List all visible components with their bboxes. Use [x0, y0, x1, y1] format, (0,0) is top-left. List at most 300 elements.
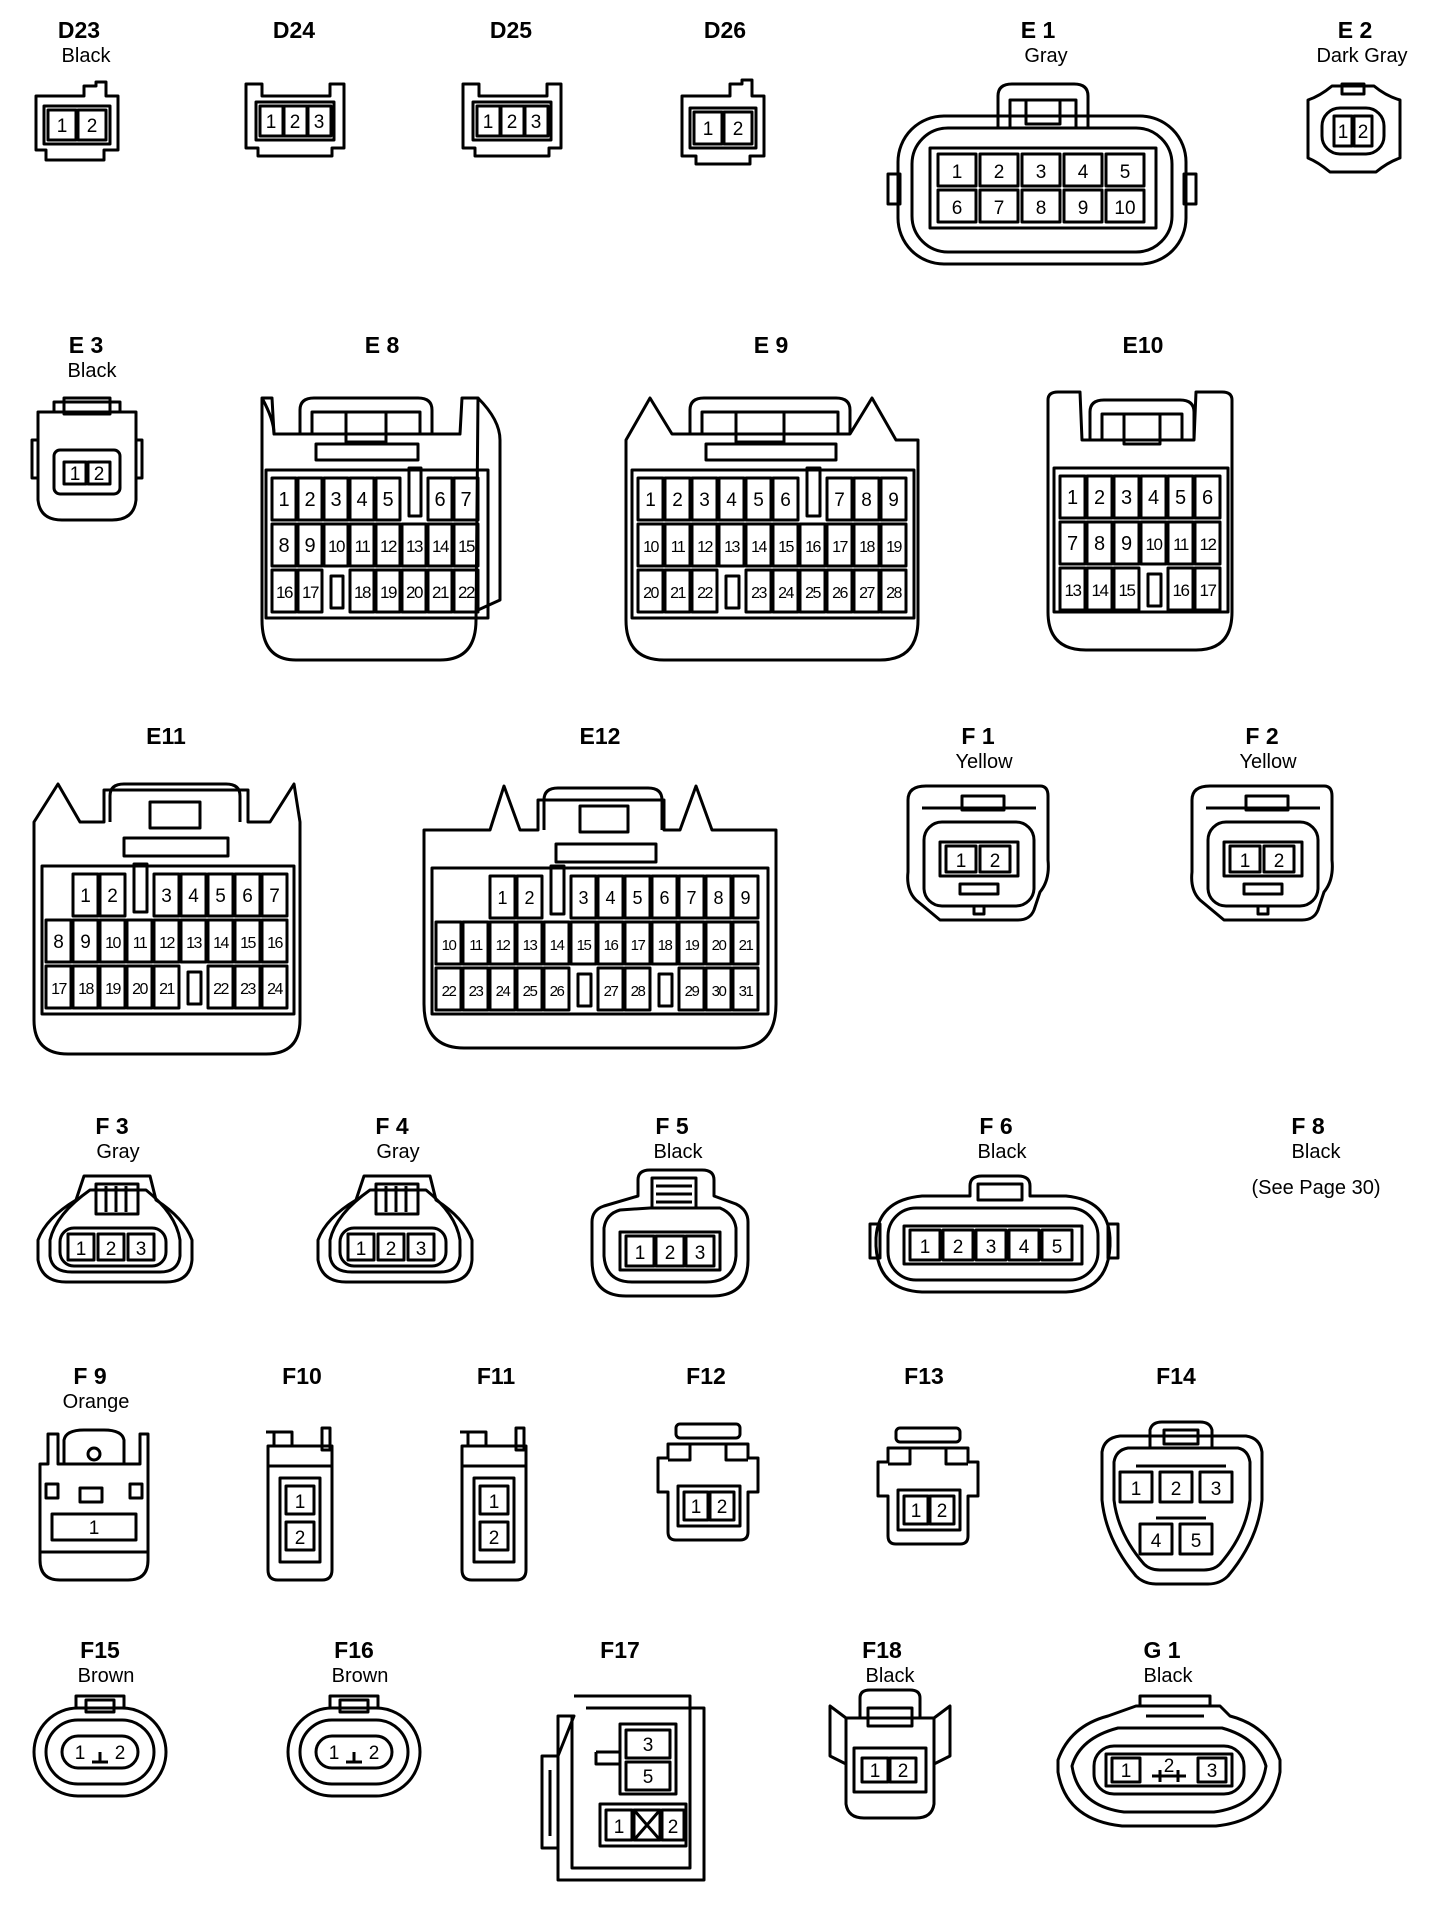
pin-number: 1 — [1120, 1761, 1132, 1782]
pin-number: 12 — [697, 539, 712, 556]
connector-key — [1244, 884, 1282, 894]
connector-e11 — [34, 723, 300, 1054]
pin-number: 16 — [603, 937, 618, 954]
pin-number: 6 — [659, 888, 670, 908]
pin-number: 2 — [1357, 122, 1369, 143]
connector-f11 — [460, 1363, 526, 1580]
pin-number: 11 — [354, 537, 370, 556]
pin-number: 8 — [1035, 198, 1047, 219]
pin-gap — [409, 468, 421, 516]
pin-number: 1 — [910, 1501, 922, 1522]
pin-number: 2 — [1093, 487, 1106, 509]
pin-number: 2 — [368, 1743, 380, 1764]
pin-number: 10 — [105, 935, 120, 952]
connector-f5 — [592, 1113, 748, 1296]
pin-number: 1 — [88, 1518, 100, 1539]
pin-number: 1 — [497, 888, 508, 908]
connector-f12 — [658, 1363, 758, 1540]
connector-e3 — [32, 332, 142, 520]
pin-number: 6 — [434, 489, 446, 511]
connector-latch-tab — [1342, 84, 1364, 94]
connector-d24 — [246, 17, 344, 156]
connector-id: D26 — [703, 17, 747, 43]
pin-number: 18 — [78, 981, 93, 998]
connector-f17 — [542, 1637, 704, 1880]
pin-number: 19 — [380, 583, 396, 602]
connector-f18 — [830, 1637, 950, 1818]
pin-number: 2 — [952, 1237, 964, 1258]
pin-number: 20 — [711, 937, 726, 954]
pin-number: 5 — [1190, 1531, 1202, 1552]
pin-number: 2 — [105, 1239, 117, 1260]
pin-number: 16 — [1172, 581, 1189, 600]
pin-blocked-cross — [634, 1810, 660, 1840]
pin-number: 3 — [313, 112, 325, 133]
connector-inner-shell — [572, 1708, 690, 1868]
pin-number: 16 — [267, 935, 282, 952]
connector-f14 — [1102, 1363, 1262, 1584]
pin-number: 3 — [699, 490, 710, 511]
pin-number: 3 — [415, 1239, 427, 1260]
pin-number: 4 — [726, 490, 737, 511]
pin-number: 23 — [751, 585, 766, 602]
pin-number: 8 — [278, 535, 290, 557]
connector-id: F 1 — [961, 723, 995, 749]
pin-number: 25 — [805, 585, 820, 602]
pin-number: 2 — [897, 1761, 909, 1782]
pin-number: 2 — [304, 489, 316, 511]
pin-number: 28 — [886, 585, 901, 602]
connector-id: D23 — [57, 17, 101, 43]
connector-latch-tab — [150, 802, 200, 828]
pin-number: 20 — [643, 585, 658, 602]
connector-id: F18 — [862, 1637, 902, 1663]
connector-body-line — [668, 1444, 748, 1460]
pin-number: 2 — [732, 119, 744, 140]
connector-f16 — [288, 1637, 420, 1796]
connector-id: F 9 — [73, 1363, 107, 1389]
pin-number: 12 — [380, 537, 396, 556]
connector-latch — [544, 788, 662, 830]
pin-number: 2 — [289, 112, 301, 133]
connector-f3 — [38, 1113, 192, 1282]
connector-latch-tab — [736, 412, 784, 442]
pin-number: 15 — [1118, 581, 1135, 600]
pin-number: 18 — [354, 583, 370, 602]
pin-divider — [346, 1752, 362, 1762]
pin-number: 2 — [989, 851, 1001, 872]
connector-color: Black — [1143, 1665, 1193, 1687]
connector-id: F 3 — [95, 1113, 129, 1139]
pin-number: 22 — [213, 981, 228, 998]
pin-number: 15 — [778, 539, 793, 556]
pin-number: 1 — [919, 1237, 931, 1258]
connector-latch — [76, 1696, 124, 1708]
pin-gap — [551, 866, 564, 914]
pin-number: 4 — [188, 886, 199, 907]
connector-id: E 3 — [68, 332, 104, 358]
connector-latch-tab — [978, 1184, 1022, 1200]
pin-number: 1 — [1130, 1479, 1142, 1500]
pin-number: 17 — [630, 937, 645, 954]
connector-key — [960, 884, 998, 894]
pin-number: 4 — [1018, 1237, 1030, 1258]
connector-housing — [262, 398, 478, 660]
pin-number: 1 — [278, 489, 290, 511]
pin-number: 8 — [53, 932, 64, 953]
pin-number: 3 — [530, 112, 542, 133]
pin-number: 1 — [75, 1239, 87, 1260]
pin-number: 13 — [406, 537, 422, 556]
connector-color: Orange — [62, 1391, 130, 1413]
pin-grid — [638, 468, 906, 612]
pin-number: 5 — [642, 1767, 654, 1788]
connector-f6 — [870, 1113, 1118, 1292]
pin-number: 3 — [135, 1239, 147, 1260]
pin-number: 9 — [80, 932, 91, 953]
connector-id: F 6 — [979, 1113, 1013, 1139]
connector-latch — [330, 1696, 378, 1708]
pin-number: 1 — [1337, 122, 1349, 143]
connector-side-clip — [1108, 1224, 1118, 1258]
connector-side-rail — [542, 1756, 550, 1848]
connector-latch-base — [706, 444, 836, 460]
connector-color: Black — [61, 45, 111, 67]
connector-latch — [1090, 400, 1194, 440]
connector-latch-tab — [676, 1424, 740, 1438]
connector-id: E10 — [1122, 332, 1164, 358]
pin-number: 8 — [713, 888, 724, 908]
pin-number: 6 — [1201, 487, 1214, 509]
pin-number: 6 — [242, 886, 253, 907]
connector-latch-inner — [1102, 414, 1182, 440]
connector-latch-base — [556, 844, 656, 862]
pin-number: 11 — [1173, 535, 1188, 554]
pin-number: 4 — [1150, 1531, 1162, 1552]
connector-color: Dark Gray — [1316, 45, 1408, 67]
pin-number: 1 — [869, 1761, 881, 1782]
pin-number: 13 — [186, 935, 201, 952]
pin-number: 1 — [355, 1239, 367, 1260]
pin-number: 1 — [56, 116, 68, 137]
pin-number: 21 — [159, 981, 174, 998]
connector-id: F17 — [600, 1637, 640, 1663]
pin-number: 24 — [267, 981, 282, 998]
connector-latch — [460, 1432, 486, 1446]
pin-gap — [1148, 574, 1161, 606]
connector-latch — [690, 398, 850, 434]
connector-e10 — [1048, 332, 1232, 650]
connector-id: G 1 — [1143, 1637, 1181, 1663]
pin-number: 7 — [1066, 533, 1079, 555]
connector-e2 — [1308, 17, 1408, 172]
connector-id: E11 — [146, 723, 186, 749]
pin-number: 10 — [328, 537, 344, 556]
pin-number: 1 — [690, 1497, 702, 1518]
pin-number: 14 — [549, 937, 564, 954]
pin-grid — [272, 468, 478, 612]
pin-number: 9 — [1077, 198, 1089, 219]
pin-number: 5 — [753, 490, 764, 511]
pin-number: 2 — [488, 1528, 500, 1549]
pin-number: 14 — [213, 935, 228, 952]
connector-body-line — [888, 1448, 968, 1464]
pin-number: 1 — [69, 464, 81, 485]
connector-id: D25 — [489, 17, 533, 43]
connector-side-tab — [130, 1484, 142, 1498]
pin-gap — [578, 974, 591, 1006]
connector-side-tab — [46, 1484, 58, 1498]
connector-side-clip — [934, 1706, 950, 1764]
connector-color: Black — [67, 360, 117, 382]
connector-side-clip — [830, 1706, 846, 1764]
pin-number: 7 — [834, 490, 845, 511]
connector-latch-inner — [312, 412, 420, 434]
connector-id: F12 — [686, 1363, 726, 1389]
see-page-note: (See Page 30) — [1251, 1177, 1381, 1199]
pin-number: 5 — [215, 886, 226, 907]
connector-f2 — [1192, 723, 1333, 920]
pin-number: 14 — [751, 539, 766, 556]
pin-number: 2 — [672, 490, 683, 511]
connector-color: Gray — [1024, 45, 1068, 67]
pin-grid — [1060, 476, 1220, 610]
connector-id: F15 — [80, 1637, 120, 1663]
pin-number: 1 — [328, 1743, 340, 1764]
connector-id: E 9 — [753, 332, 789, 358]
pin-number: 9 — [304, 535, 316, 557]
pin-number: 17 — [832, 539, 847, 556]
connector-latch-hole — [88, 1448, 100, 1460]
pin-number: 15 — [458, 537, 474, 556]
pin-number: 2 — [294, 1528, 306, 1549]
connector-id: E 2 — [1337, 17, 1373, 43]
pin-number: 27 — [859, 585, 874, 602]
connector-color: Black — [1291, 1141, 1341, 1163]
pin-gap — [134, 864, 147, 912]
pin-number: 9 — [740, 888, 751, 908]
pin-number: 8 — [861, 490, 872, 511]
pin-number: 22 — [458, 583, 474, 602]
pin-number: 17 — [302, 583, 318, 602]
pin-gap — [726, 576, 739, 608]
connector-f13 — [878, 1363, 978, 1544]
pin-number: 24 — [778, 585, 793, 602]
connector-latch-tab — [86, 1700, 114, 1712]
connector-housing — [40, 1434, 148, 1580]
pin-number: 1 — [951, 162, 963, 183]
pin-number: 1 — [488, 1492, 500, 1513]
pin-number: 21 — [738, 937, 753, 954]
pin-number: 3 — [642, 1735, 654, 1756]
pin-number: 20 — [406, 583, 422, 602]
pin-number: 27 — [603, 983, 618, 1000]
pin-number: 3 — [1210, 1479, 1222, 1500]
pin-number: 7 — [686, 888, 697, 908]
pin-number: 3 — [330, 489, 342, 511]
pin-number: 4 — [1147, 487, 1160, 509]
pin-number: 2 — [716, 1497, 728, 1518]
pin-number: 10 — [643, 539, 658, 556]
pin-number: 23 — [240, 981, 255, 998]
pin-number: 4 — [1077, 162, 1089, 183]
connector-color: Black — [865, 1665, 915, 1687]
pin-number: 28 — [630, 983, 645, 1000]
pin-number: 2 — [86, 116, 98, 137]
connector-latch-tab — [1026, 100, 1060, 124]
pin-grid — [938, 154, 1144, 222]
connector-latch-tab — [80, 1488, 102, 1502]
pin-gap — [807, 468, 820, 516]
pin-number: 17 — [1199, 581, 1216, 600]
pin-number: 14 — [1091, 581, 1108, 600]
pin-number: 30 — [711, 983, 726, 1000]
pin-number: 2 — [93, 464, 105, 485]
pin-number: 18 — [657, 937, 672, 954]
connector-id: E12 — [579, 723, 621, 749]
pin-number: 12 — [159, 935, 174, 952]
pin-number: 2 — [1273, 851, 1285, 872]
pin-number: 19 — [886, 539, 901, 556]
pin-number: 23 — [468, 983, 483, 1000]
pin-grid — [436, 866, 758, 1010]
pin-number: 9 — [888, 490, 899, 511]
pin-number: 11 — [469, 937, 482, 954]
pin-number: 16 — [805, 539, 820, 556]
pin-number: 2 — [993, 162, 1005, 183]
pin-number: 4 — [356, 489, 368, 511]
connector-d23 — [36, 17, 118, 160]
pin-number: 2 — [506, 112, 518, 133]
connector-latch-tab — [896, 1428, 960, 1442]
connector-id: E 8 — [364, 332, 400, 358]
connector-f8 — [1252, 1113, 1381, 1199]
connector-id: F 2 — [1245, 723, 1279, 749]
pin-number: 1 — [702, 119, 714, 140]
pin-number: 21 — [432, 583, 448, 602]
pin-number: 10 — [1145, 535, 1162, 554]
pin-number: 3 — [161, 886, 172, 907]
pin-divider — [92, 1752, 108, 1762]
connector-d26 — [682, 17, 764, 164]
pin-number: 2 — [667, 1817, 679, 1838]
pin-number: 4 — [605, 888, 616, 908]
pin-number: 7 — [269, 886, 280, 907]
connector-f1 — [908, 723, 1049, 920]
pin-number: 11 — [670, 539, 685, 556]
pin-number: 16 — [276, 583, 292, 602]
pin-number: 22 — [441, 983, 456, 1000]
pin-gap — [331, 576, 343, 608]
connector-color: Gray — [376, 1141, 420, 1163]
pin-number: 1 — [645, 490, 656, 511]
connector-id: E 1 — [1020, 17, 1056, 43]
connector-latch-tab — [340, 1700, 368, 1712]
pin-number: 10 — [441, 937, 456, 954]
connector-key — [596, 1752, 620, 1764]
pin-number: 14 — [432, 537, 448, 556]
connector-g1 — [1058, 1637, 1280, 1826]
pin-number: 3 — [578, 888, 589, 908]
pin-number: 12 — [495, 937, 510, 954]
pin-number: 15 — [576, 937, 591, 954]
pin-number: 5 — [1119, 162, 1131, 183]
connector-color: Brown — [331, 1665, 389, 1687]
connector-color: Black — [977, 1141, 1027, 1163]
connector-f10 — [266, 1363, 332, 1580]
connector-color: Yellow — [1239, 751, 1297, 773]
connector-latch-tab — [580, 806, 628, 832]
pin-number: 6 — [951, 198, 963, 219]
connector-id: F 5 — [655, 1113, 689, 1139]
connector-e12 — [424, 723, 776, 1048]
pin-number: 2 — [107, 886, 118, 907]
pin-number: 2 — [524, 888, 535, 908]
pin-number: 11 — [132, 935, 147, 952]
pin-number: 1 — [80, 886, 91, 907]
pin-number: 2 — [385, 1239, 397, 1260]
pin-number: 5 — [1174, 487, 1187, 509]
pin-number: 1 — [482, 112, 494, 133]
pin-gap — [659, 974, 672, 1006]
pin-number: 1 — [1239, 851, 1251, 872]
pin-number: 1 — [74, 1743, 86, 1764]
pin-number: 10 — [1114, 198, 1136, 219]
connector-id: F13 — [904, 1363, 944, 1389]
connector-f9 — [40, 1363, 148, 1580]
pin-number: 1 — [613, 1817, 625, 1838]
pin-number: 22 — [697, 585, 712, 602]
pin-number: 2 — [936, 1501, 948, 1522]
pin-number: 31 — [738, 983, 753, 1000]
pin-number: 1 — [634, 1243, 646, 1264]
connector-latch — [300, 398, 432, 434]
pin-grid — [46, 864, 287, 1008]
connector-e1 — [888, 17, 1196, 264]
pin-number: 18 — [859, 539, 874, 556]
pin-number: 2 — [114, 1743, 126, 1764]
pin-number: 12 — [1199, 535, 1216, 554]
connector-id: F 8 — [1291, 1113, 1325, 1139]
connector-f15 — [34, 1637, 166, 1796]
pin-number: 3 — [1120, 487, 1133, 509]
connector-latch-tab — [346, 412, 386, 442]
pin-number: 21 — [670, 585, 685, 602]
pin-number: 3 — [1206, 1761, 1218, 1782]
pin-number: 13 — [1064, 581, 1081, 600]
pin-number: 1 — [265, 112, 277, 133]
connector-latch-ribs — [656, 1186, 692, 1202]
pin-number: 5 — [1051, 1237, 1063, 1258]
pin-number: 13 — [724, 539, 739, 556]
pin-number: 7 — [993, 198, 1005, 219]
pin-number: 3 — [694, 1243, 706, 1264]
pin-number: 20 — [132, 981, 147, 998]
connector-f4 — [318, 1113, 472, 1282]
connector-id: F14 — [1156, 1363, 1196, 1389]
connector-id: F16 — [334, 1637, 374, 1663]
pin-number: 25 — [522, 983, 537, 1000]
connector-color: Gray — [96, 1141, 140, 1163]
connector-id: F 4 — [375, 1113, 409, 1139]
pin-number: 13 — [522, 937, 537, 954]
pin-number: 26 — [832, 585, 847, 602]
connector-color: Yellow — [955, 751, 1013, 773]
connector-latch — [266, 1432, 292, 1446]
pin-number: 15 — [240, 935, 255, 952]
connector-id: F10 — [282, 1363, 322, 1389]
connector-d25 — [463, 17, 561, 156]
